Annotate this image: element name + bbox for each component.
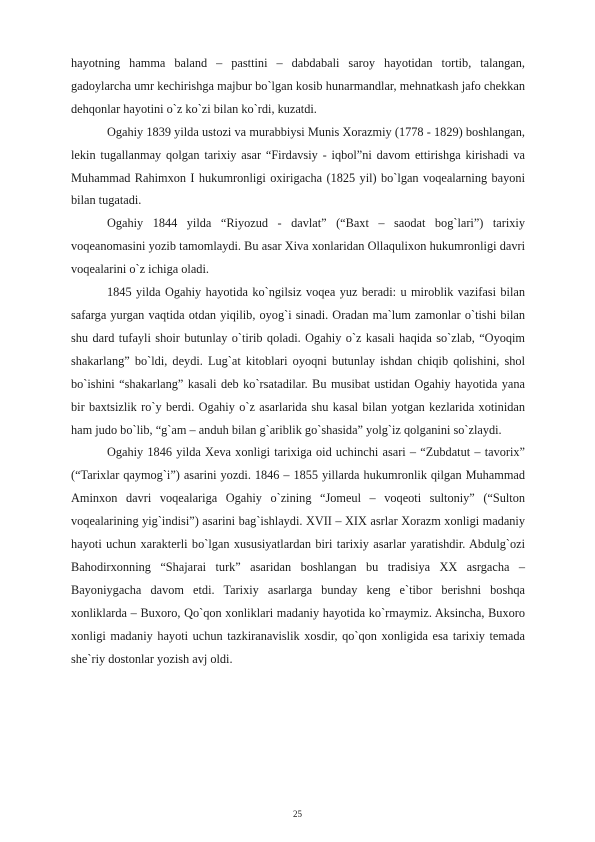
- paragraph-firdavsiy-iqbol: Ogahiy 1839 yilda ustozi va murabbiysi Munis Xorazmiy (1778 - 1829) boshlangan, lekin tugallanmay qolgan tarixiy asar “Firdavsiy - iqbol”ni davom ettirishga kirishadi va Muhammad Rahimxon I hukumronligi oxirigacha (1825 yil) bo`lgan voqealarning bayoni bilan tugatadi.: [71, 124, 525, 208]
- page-body: [71, 52, 525, 670]
- paragraph-riyozud-davlat: Ogahiy 1844 yilda “Riyozud - davlat” (“Baxt – saodat bog`lari”) tarixiy voqeanomasini yozib tamomlaydi. Bu asar Xiva xonlaridan Ollaqulixon hukumronligi davri voqealarini o`z ichiga oladi.: [71, 216, 525, 277]
- paragraph-continuation: hayotning hamma baland – pasttini – dabdabali saroy hayotidan tortib, talangan, gadoylarcha umr kechirishga majbur bo`lgan kosib hunarmandlar, mehnatkash jafo chekkan dehqonlar hayotini o`z ko`zi bilan ko`rdi, kuzatdi.: [71, 56, 525, 116]
- page-number: 25: [293, 809, 302, 819]
- paragraph-zubdatut-tavorix: Ogahiy 1846 yilda Xeva xonligi tarixiga oid uchinchi asari – “Zubdatut – tavorix” (“Tarixlar qaymog`i”) asarini yozdi. 1846 – 1855 yillarda hukumronlik qilgan Muhammad Aminxon davri voqealariga Ogahiy o`zining “Jomeul – voqeoti sultoniy” (“Sulton voqealarining yig`indisi”) asarini bag`ishlaydi. XVII – XIX asrlar Xorazm xonligi madaniy hayoti uchun xarakterli bo`lgan xususiyatlardan biri tarixiy asarlar yaratishdir. Abdulg`ozi Bahodirxonning “Shajarai turk” asaridan boshlangan bu tradisiya XX asrgacha – Bayoniygacha davom etdi. Tarixiy asarlarga bunday keng e`tibor berishni boshqa xonliklarda – Buxoro, Qo`qon xonliklari madaniy hayotida ko`rmaymiz. Aksincha, Buxoro xonligi madaniy hayoti uchun tazkiranavislik xosdir, qo`qon xonligida esa tarixiy temada she`riy dostonlar yozish avj oldi.: [71, 445, 525, 666]
- paragraph-illness: 1845 yilda Ogahiy hayotida ko`ngilsiz voqea yuz beradi: u miroblik vazifasi bilan safarga yurgan vaqtida otdan yiqilib, oyog`i sinadi. Oradan ma`lum zamonlar o`tishi bilan shu dard tufayli shoir butunlay o`tirib qoladi. Ogahiy o`z kasali haqida so`zlab, “Oyoqim shakarlang” bo`ldi, deydi. Lug`at kitoblari oyoqni butunlay ishdan chiqib qolishini, shol bo`ishini “shakarlang” kasali deb ko`rsatadilar. Bu musibat ustidan Ogahiy hayotida yana bir baxtsizlik ro`y berdi. Ogahiy o`z asarlarida shu kasal bilan yotgan kezlarida xotinidan ham judo bo`lib, “g`am – anduh bilan g`ariblik go`shasida” yolg`iz qolganini so`zlaydi.: [71, 285, 525, 437]
